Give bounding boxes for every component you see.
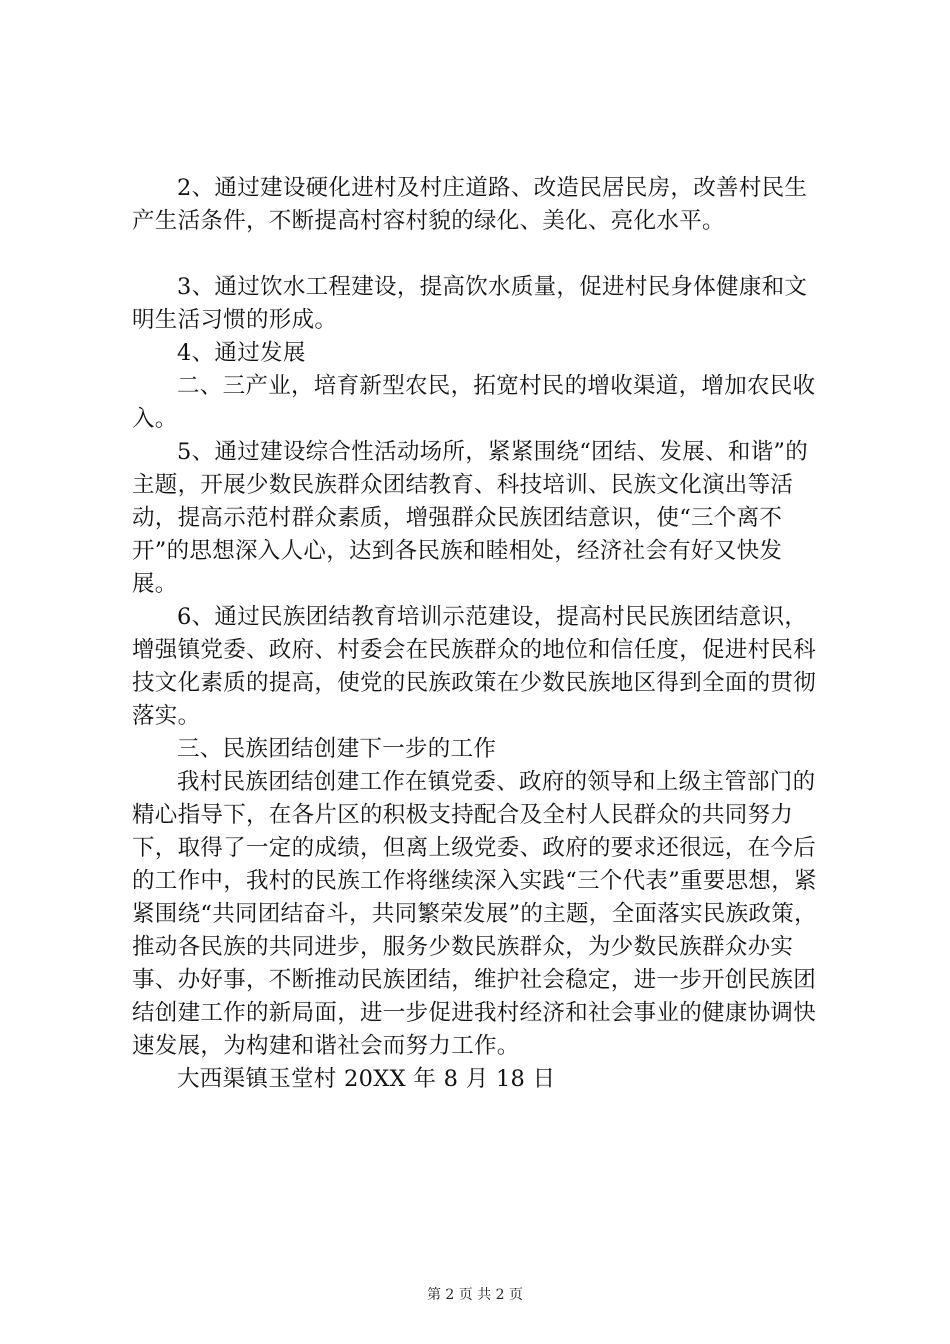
paragraph-item-3: 3、通过饮水工程建设，提高饮水质量，促进村民身体健康和文明生活习惯的形成。	[132, 274, 808, 333]
document-body	[132, 172, 822, 1096]
page-number-footer: 第 2 页 共 2 页	[426, 1287, 524, 1303]
signature-date: 大西渠镇玉堂村 20XX 年 8 月 18 日	[177, 1066, 556, 1092]
section-heading-next-steps: 三、民族团结创建下一步的工作	[177, 736, 497, 762]
paragraph-next-steps: 我村民族团结创建工作在镇党委、政府的领导和上级主管部门的精心指导下，在各片区的积极支持配合及全村人民群众的共同努力下，取得了一定的成绩，但离上级党委、政府的要求还很远，在今后的工作中，我村的民族工作将继续深入实践“三个代表”重要思想，紧紧围绕“共同团结奋斗，共同繁荣发展”的主题，全面落实民族政策，推动各民族的共同进步，服务少数民族群众，为少数民族群众办实事、办好事，不断推动民族团结，维护社会稳定，进一步开创民族团结创建工作的新局面，进一步促进我村经济和社会事业的健康协调快速发展，为构建和谐社会而努力工作。	[132, 769, 817, 1059]
paragraph-item-6: 6、通过民族团结教育培训示范建设，提高村民民族团结意识，增强镇党委、政府、村委会在民族群众的地位和信任度，促进村民科技文化素质的提高，使党的民族政策在少数民族地区得到全面的贯彻落实。	[132, 604, 817, 729]
paragraph-item-2: 2、通过建设硬化进村及村庄道路、改造民居民房，改善村民生产生活条件，不断提高村容村貌的绿化、美化、亮化水平。	[132, 175, 808, 234]
paragraph-item-4: 4、通过发展	[177, 340, 306, 366]
paragraph-item-5: 5、通过建设综合性活动场所，紧紧围绕“团结、发展、和谐”的主题，开展少数民族群众团结教育、科技培训、民族文化演出等活动，提高示范村群众素质，增强群众民族团结意识，使“三个离不开”的思想深入人心，达到各民族和睦相处，经济社会有好又快发展。	[132, 439, 809, 597]
paragraph-industry: 二、三产业，培育新型农民，拓宽村民的增收渠道，增加农民收入。	[132, 373, 816, 432]
